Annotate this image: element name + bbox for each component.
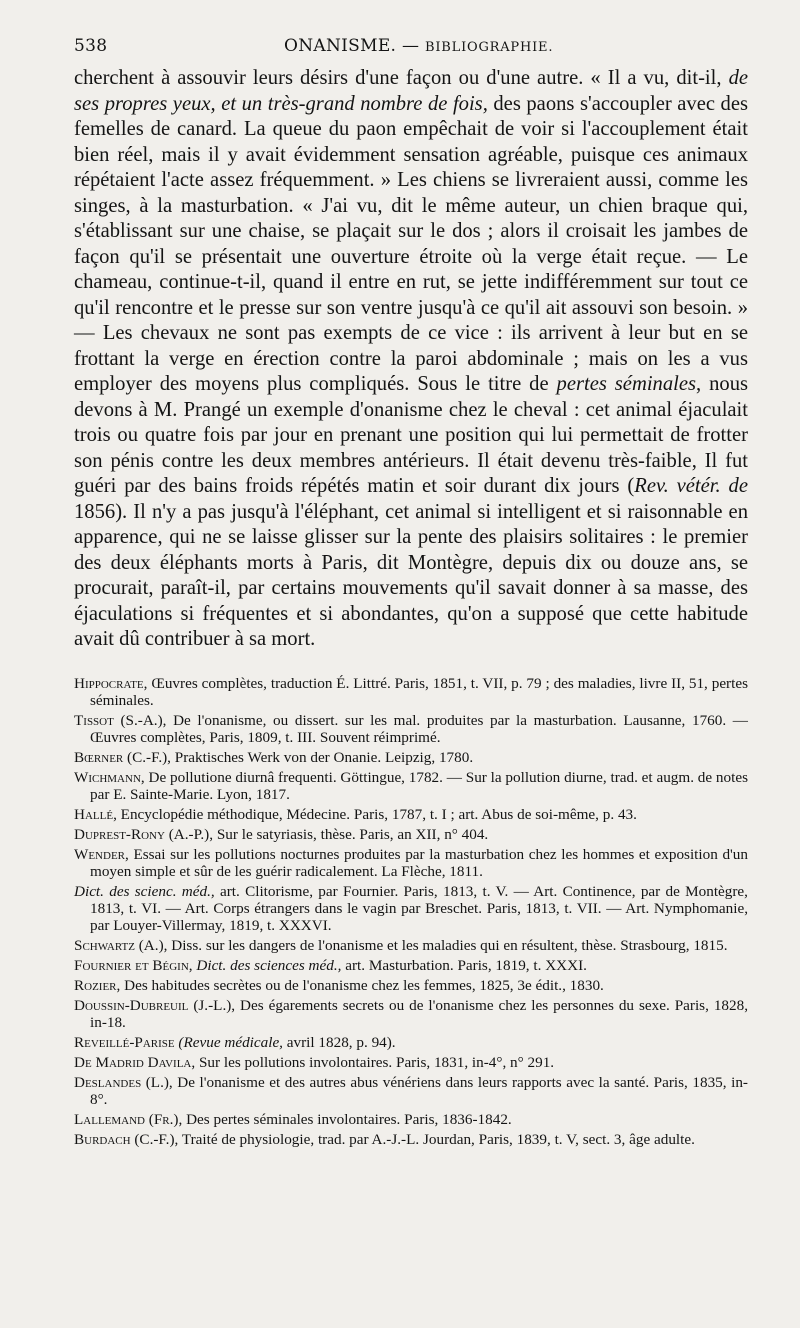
bib-text: Œuvres complètes, traduction É. Littré. Paris, 1851, t. VII, p. 79 ; des maladies, livre II, 51, pertes séminales.	[90, 674, 748, 709]
bib-text: Encyclopédie méthodique, Médecine. Paris, 1787, t. I ; art. Abus de soi-même, p. 43.	[116, 805, 637, 823]
bib-entry	[74, 826, 748, 843]
bib-author: Reveillé-Parise	[74, 1033, 175, 1051]
bib-entry	[74, 712, 748, 746]
bib-author: Tissot (S.-A.),	[74, 711, 167, 729]
bib-text: De l'onanisme et des autres abus vénériens dans leurs rapports avec la santé. Paris, 1835, in-8°.	[90, 1073, 748, 1108]
bib-text: art. Masturbation. Paris, 1819, t. XXXI.	[341, 956, 587, 974]
body-italic-1: de ses propres yeux, et un très-grand nombre de fois,	[74, 67, 748, 115]
bib-author: Bœrner (C.-F.),	[74, 748, 171, 766]
bib-entry	[74, 769, 748, 803]
bib-author: Wichmann,	[74, 768, 145, 786]
bib-text: Des égarements secrets ou de l'onanisme chez les personnes du sexe. Paris, 1828, in-18.	[90, 996, 748, 1031]
bib-author: Doussin-Dubreuil (J.-L.),	[74, 996, 236, 1014]
running-title-dash: —	[401, 36, 420, 56]
bib-text: Sur le satyriasis, thèse. Paris, an XII, n° 404.	[213, 825, 489, 843]
bib-author: Hallé,	[74, 805, 117, 823]
bib-italic-title: (Revue médicale,	[174, 1033, 283, 1051]
body-text-4: 1856). Il n'y a pas jusqu'à l'éléphant, cet animal si intelligent et si raisonnable en apparence, qui ne se laisse glisser sur la pente des plaisirs solitaires : le premier des deux éléphants morts à Paris, dit Montègre, depuis dix ou douze ans, se procurait, paraît-il, par certains mouvements qu'il savait donner à sa masse, des éjaculations si fréquentes et si abondantes, qu'on a supposé que cette habitude avait dû contribuer à sa mort.	[74, 500, 748, 650]
main-paragraph	[74, 66, 748, 653]
running-head	[74, 30, 748, 60]
bib-author: Hippocrate,	[74, 674, 148, 692]
bib-entry	[74, 977, 748, 994]
bib-text: Des habitudes secrètes ou de l'onanisme chez les femmes, 1825, 3e édit., 1830.	[120, 976, 604, 994]
bib-italic-title: Dict. des scienc. méd.,	[74, 882, 215, 900]
body-text-1: cherchent à assouvir leurs désirs d'une façon ou d'une autre. « Il a vu, dit-il,	[74, 67, 729, 89]
body-text-2: des paons s'accoupler avec des femelles de canard. La queue du paon empêchait de voir si l'accouplement était bien réel, mais il y avait évidemment sensation agréable, puisque ces animaux répétaient l'acte assez fréquemment. » Les chiens se livreraient aussi, comme les singes, à la masturbation. « J'ai vu, dit le même auteur, un chien braque qui, s'établissant sur une chaise, se plaçait sur le dos ; alors il croisait les jambes de façon qu'il se présentait une ouverture étroite où la verge était reçue. — Le chameau, continue-t-il, quand il entre en rut, se jette indifféremment sur tout ce qu'il rencontre et le presse sur son ventre jusqu'à ce qu'il ait assouvi son besoin. » — Les chevaux ne sont pas exempts de ce vice : ils arrivent à leur but en se frottant la verge en érection contre la paroi abdominale ; mais on les a vus employer des moyens plus compliqués. Sous le titre de	[74, 92, 748, 395]
body-italic-3: Rev. vétér. de	[634, 475, 748, 497]
bib-text: Praktisches Werk von der Onanie. Leipzig, 1780.	[170, 748, 474, 766]
bib-entry	[74, 937, 748, 954]
bib-text: avril 1828, p. 94).	[282, 1033, 396, 1051]
bib-author: De Madrid Davila,	[74, 1053, 196, 1071]
bib-author: Fournier et Bégin,	[74, 956, 193, 974]
page-number: 538	[74, 36, 108, 56]
running-title-sub: BIBLIOGRAPHIE.	[425, 40, 554, 55]
bib-text: De l'onanisme, ou dissert. sur les mal. produites par la masturbation. Lausanne, 1760. — Œuvres complètes, Paris, 1809, t. III. Souvent réimprimé.	[90, 711, 748, 746]
running-title	[284, 36, 553, 56]
bib-entry	[74, 1131, 748, 1148]
bib-entry	[74, 1111, 748, 1128]
bib-text: Des pertes séminales involontaires. Paris, 1836-1842.	[182, 1110, 512, 1128]
bib-text: Traité de physiologie, trad. par A.-J.-L. Jourdan, Paris, 1839, t. V, sect. 3, âge adulte.	[178, 1130, 695, 1148]
bib-text: Essai sur les pollutions nocturnes produites par la masturbation chez les hommes et exposition d'un moyen simple et sûr de les guérir radicalement. La Flèche, 1811.	[90, 845, 748, 880]
bib-entry	[74, 749, 748, 766]
bib-entry	[74, 1074, 748, 1108]
bib-author: Schwartz (A.),	[74, 936, 168, 954]
bib-entry	[74, 1054, 748, 1071]
bib-entry	[74, 957, 748, 974]
bib-author: Lallemand (Fr.),	[74, 1110, 183, 1128]
bib-entry	[74, 883, 748, 934]
body-text-3: , nous devons à M. Prangé un exemple d'onanisme chez le cheval : cet animal éjaculait trois ou quatre fois par jour en prenant une position qui lui permettait de frotter son pénis contre les deux membres antérieurs. Il était devenu très-faible, Il fut guéri par des bains froids répétés matin et soir durant dix jours (	[74, 373, 749, 497]
bib-entry	[74, 675, 748, 709]
bib-entry	[74, 1034, 748, 1051]
running-title-main: ONANISME.	[284, 36, 397, 56]
bib-author: Rozier,	[74, 976, 121, 994]
bibliography	[74, 675, 748, 1148]
bib-entry	[74, 997, 748, 1031]
bib-author: Wender,	[74, 845, 129, 863]
bib-entry	[74, 806, 748, 823]
bib-text: art. Clitorisme, par Fournier. Paris, 1813, t. V. — Art. Continence, par de Montègre, 1813, t. VI. — Art. Corps étrangers dans le vagin par Breschet. Paris, 1813, t. VII. — Art. Nymphomanie, par Louyer-Villermay, 1819, t. XXXVI.	[90, 882, 748, 934]
bib-entry	[74, 846, 748, 880]
body-italic-2: pertes séminales	[556, 373, 697, 395]
bib-text: De pollutione diurnâ frequenti. Göttingue, 1782. — Sur la pollution diurne, trad. et augm. de notes par E. Sainte-Marie. Lyon, 1817.	[90, 768, 748, 803]
bib-author: Burdach (C.-F.),	[74, 1130, 179, 1148]
bib-text: Diss. sur les dangers de l'onanisme et les maladies qui en résultent, thèse. Strasbourg, 1815.	[167, 936, 728, 954]
bib-author: Deslandes (L.),	[74, 1073, 173, 1091]
bib-author: Duprest-Rony (A.-P.),	[74, 825, 214, 843]
bib-italic-title: Dict. des sciences méd.,	[192, 956, 342, 974]
bib-text: Sur les pollutions involontaires. Paris, 1831, in-4°, n° 291.	[195, 1053, 555, 1071]
